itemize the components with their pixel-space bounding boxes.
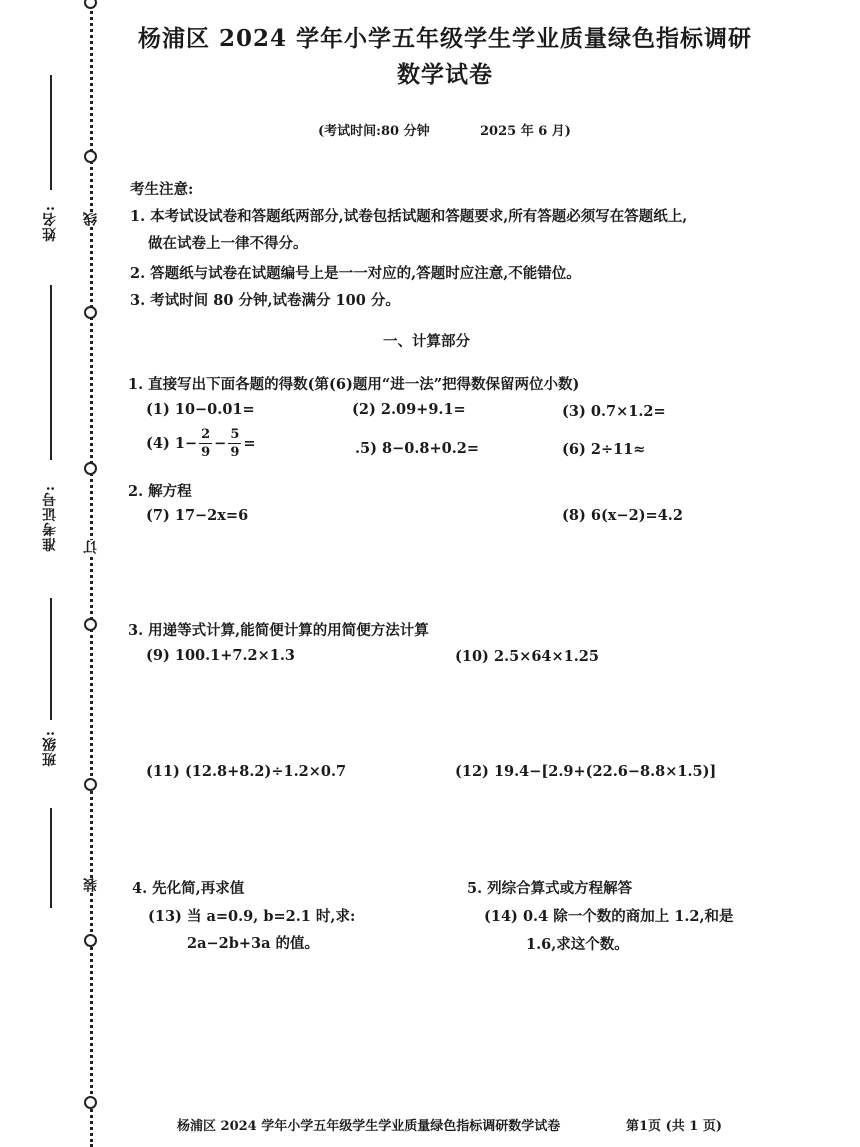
name-label: 姓名: <box>42 205 58 242</box>
exam-time: (考试时间:80 分钟 <box>318 124 430 139</box>
problem-14: (14) 0.4 除一个数的商加上 1.2,和是 <box>484 908 734 925</box>
notice-item-3: 3. 考试时间 80 分钟,试卷满分 100 分。 <box>130 292 400 309</box>
id-field-line[interactable] <box>50 285 52 460</box>
class-label: 班级: <box>42 730 58 767</box>
problem-11: (11) (12.8+8.2)÷1.2×0.7 <box>146 763 347 780</box>
fraction <box>228 428 241 459</box>
class-field-line-lower <box>50 808 52 908</box>
notice-item-1-cont: 做在试卷上一律不得分。 <box>148 235 308 252</box>
question-2-title: 2. 解方程 <box>128 483 192 500</box>
binding-hole <box>84 462 97 475</box>
binding-hole <box>84 618 97 631</box>
section-title: 一、计算部分 <box>383 333 470 350</box>
equals-sign: = <box>243 435 256 452</box>
fraction-numerator: 5 <box>230 427 240 442</box>
problem-10: (10) 2.5×64×1.25 <box>455 648 599 665</box>
fraction-denominator: 9 <box>201 445 211 460</box>
problem-8: (8) 6(x−2)=4.2 <box>562 507 683 524</box>
minus-sign: − <box>214 435 227 452</box>
notice-item-2: 2. 答题纸与试卷在试题编号上是一一对应的,答题时应注意,不能错位。 <box>130 265 581 282</box>
binding-dotted-line <box>90 0 93 1147</box>
exam-subtitle: 数学试卷 <box>397 61 493 88</box>
fraction-denominator: 9 <box>230 445 240 460</box>
problem-12: (12) 19.4−[2.9+(22.6−8.8×1.5)] <box>455 763 717 780</box>
gutter-label-ding: 订 <box>83 540 99 554</box>
question-3-title: 3. 用递等式计算,能简便计算的用简便方法计算 <box>128 622 429 639</box>
class-field-line[interactable] <box>50 598 52 720</box>
binding-hole <box>84 934 97 947</box>
fraction-numerator: 2 <box>201 427 211 442</box>
footer-title: 杨浦区 2024 学年小学五年级学生学业质量绿色指标调研数学试卷 <box>177 1119 561 1134</box>
problem-2: (2) 2.09+9.1= <box>352 401 466 418</box>
binding-hole <box>84 306 97 319</box>
problem-9: (9) 100.1+7.2×1.3 <box>146 647 296 664</box>
id-label: 准考证号: <box>42 485 58 552</box>
problem-5: .5) 8−0.8+0.2= <box>355 440 480 457</box>
problem-7: (7) 17−2x=6 <box>146 507 249 524</box>
problem-1: (1) 10−0.01= <box>146 401 255 418</box>
gutter-label-zhuang: 装 <box>83 878 99 892</box>
gutter-label-xian: 线 <box>83 212 99 226</box>
binding-hole <box>84 1096 97 1109</box>
exam-date: 2025 年 6 月) <box>480 124 571 139</box>
binding-hole <box>84 0 97 9</box>
fraction <box>199 428 212 459</box>
question-1-title: 1. 直接写出下面各题的得数(第(6)题用“进一法”把得数保留两位小数) <box>128 376 580 393</box>
question-5-title: 5. 列综合算式或方程解答 <box>467 880 633 897</box>
notice-heading: 考生注意: <box>130 181 194 198</box>
problem-4 <box>146 428 256 459</box>
exam-title: 杨浦区 2024 学年小学五年级学生学业质量绿色指标调研 <box>137 25 753 52</box>
notice-item-1: 1. 本考试设试卷和答题纸两部分,试卷包括试题和答题要求,所有答题必须写在答题纸上, <box>130 208 688 225</box>
problem-13: (13) 当 a=0.9, b=2.1 时,求: <box>148 908 356 925</box>
problem-3: (3) 0.7×1.2= <box>562 403 666 420</box>
name-field-line[interactable] <box>50 75 52 190</box>
question-4-title: 4. 先化简,再求值 <box>132 880 245 897</box>
problem-14-cont: 1.6,求这个数。 <box>526 936 629 953</box>
binding-hole <box>84 778 97 791</box>
binding-hole <box>84 150 97 163</box>
problem-6: (6) 2÷11≈ <box>562 441 646 458</box>
page-number: 第1页 (共 1 页) <box>626 1119 722 1134</box>
problem-4-prefix: (4) 1− <box>146 435 198 452</box>
problem-13-cont: 2a−2b+3a 的值。 <box>187 935 320 952</box>
